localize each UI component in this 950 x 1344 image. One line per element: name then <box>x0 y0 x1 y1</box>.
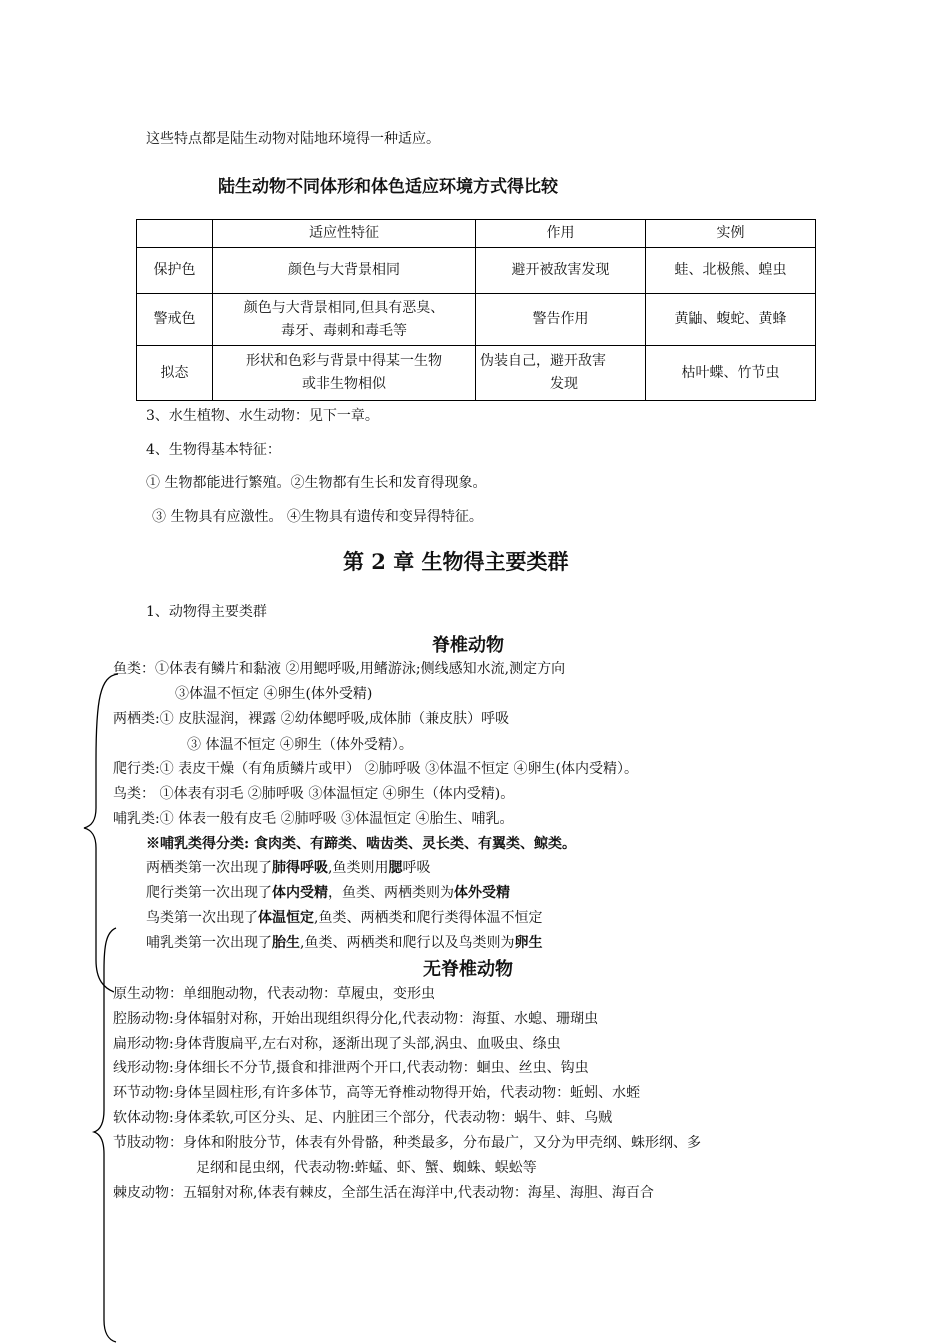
row-label: 保护色 <box>137 248 213 294</box>
vertebrates-title: 脊椎动物 <box>432 635 504 656</box>
text-span: 呼吸 <box>402 860 431 876</box>
text-span: 鸟类第一次出现了 <box>146 910 258 926</box>
highlight-term: 体温恒定 <box>258 910 314 926</box>
arthropod-line-2: 足纲和昆虫纲，代表动物:蚱蜢、虾、蟹、蜘蛛、蜈蚣等 <box>196 1160 537 1176</box>
roundworm-line: 线形动物:身体细长不分节,摄食和排泄两个开口,代表动物：蛔虫、丝虫、钩虫 <box>113 1060 589 1076</box>
mammal-line: 哺乳类:① 体表一般有皮毛 ②肺呼吸 ③体温恒定 ④胎生、哺乳。 <box>113 811 514 827</box>
comparison-table <box>136 219 816 401</box>
text-span: ,鱼类、两栖类和爬行类得体温不恒定 <box>314 910 543 926</box>
highlight-term: 体内受精 <box>272 885 328 901</box>
table-header-cell: 实例 <box>646 220 816 248</box>
amphibian-line-1: 两栖类:① 皮肤湿润，裸露 ②幼体鳃呼吸,成体肺（兼皮肤）呼吸 <box>113 711 510 727</box>
row-role-line: 发现 <box>550 376 578 392</box>
row-feature-line: 或非生物相似 <box>302 376 386 392</box>
annelid-line: 环节动物:身体呈圆柱形,有许多体节，高等无脊椎动物得开始，代表动物：蚯蚓、水蛭 <box>113 1085 641 1101</box>
text-span: ,鱼类则用 <box>328 860 389 876</box>
row-feature: 颜色与大背景相同 <box>213 248 476 294</box>
table-header-cell <box>137 220 213 248</box>
row-feature-line: 毒牙、毒刺和毒毛等 <box>281 322 407 339</box>
section-heading: 1、动物得主要类群 <box>146 604 267 620</box>
table-row <box>137 346 816 401</box>
row-example: 蛙、北极熊、蝗虫 <box>646 248 816 294</box>
row-label: 警戒色 <box>137 294 213 346</box>
row-feature-line: 形状和色彩与背景中得某一生物 <box>246 353 442 369</box>
text-span: 哺乳类第一次出现了 <box>146 935 272 951</box>
first-appearance-line <box>146 857 430 877</box>
table-title: 陆生动物不同体形和体色适应环境方式得比较 <box>218 177 558 197</box>
row-feature <box>213 346 476 401</box>
point-3: 3、水生植物、水生动物：见下一章。 <box>146 408 379 424</box>
mollusc-line: 软体动物:身体柔软,可区分头、足、内脏团三个部分，代表动物：蜗牛、蚌、乌贼 <box>113 1110 613 1126</box>
row-role: 警告作用 <box>476 294 646 346</box>
row-label: 拟态 <box>137 346 213 401</box>
mammal-groups: ※哺乳类得分类: 食肉类、有蹄类、啮齿类、灵长类、有翼类、鲸类。 <box>146 836 577 852</box>
table-header-cell: 作用 <box>476 220 646 248</box>
row-feature-line: 颜色与大背景相同,但具有恶臭、 <box>243 299 445 316</box>
table-header-row <box>137 220 816 248</box>
invertebrates-title: 无脊椎动物 <box>423 959 513 980</box>
amphibian-line-2: ③ 体温不恒定 ④卵生（体外受精）。 <box>187 737 413 753</box>
coelenterate-line: 腔肠动物:身体辐射对称，开始出现组织得分化,代表动物：海蜇、水螅、珊瑚虫 <box>113 1011 599 1027</box>
point-4: 4、生物得基本特征： <box>146 442 281 458</box>
echinoderm-line: 棘皮动物：五辐射对称,体表有棘皮，全部生活在海洋中,代表动物：海星、海胆、海百合 <box>113 1185 654 1201</box>
highlight-term: 体外受精 <box>454 885 510 901</box>
flatworm-line: 扁形动物:身体背腹扁平,左右对称，逐渐出现了头部,涡虫、血吸虫、绦虫 <box>113 1036 561 1052</box>
feature-line-2: ③ 生物具有应激性。 ④生物具有遗传和变异得特征。 <box>152 509 483 525</box>
highlight-term: 卵生 <box>514 935 543 951</box>
row-role <box>476 346 646 401</box>
highlight-term: 腮 <box>388 860 403 876</box>
row-example: 枯叶蝶、竹节虫 <box>646 346 816 401</box>
text-span: 两栖类第一次出现了 <box>146 860 272 876</box>
first-appearance-line <box>146 882 510 902</box>
row-feature <box>213 294 476 346</box>
first-appearance-line <box>146 907 542 927</box>
table-header-cell: 适应性特征 <box>213 220 476 248</box>
row-role: 避开被敌害发现 <box>476 248 646 294</box>
row-example: 黄鼬、蝮蛇、黄蜂 <box>646 294 816 346</box>
fish-line-1: 鱼类：①体表有鳞片和黏液 ②用鳃呼吸,用鳍游泳;侧线感知水流,测定方向 <box>113 661 566 677</box>
text-span: ，鱼类、两栖类则为 <box>328 885 454 901</box>
first-appearance-line <box>146 932 542 952</box>
highlight-term: 肺得呼吸 <box>272 860 328 876</box>
table-row <box>137 248 816 294</box>
feature-line-1: ① 生物都能进行繁殖。②生物都有生长和发育得现象。 <box>146 475 487 491</box>
reptile-line: 爬行类:① 表皮干燥（有角质鳞片或甲） ②肺呼吸 ③体温不恒定 ④卵生(体内受精）。 <box>113 761 638 777</box>
chapter-title: 第 2 章 生物得主要类群 <box>343 549 569 574</box>
protozoa-line: 原生动物：单细胞动物，代表动物：草履虫，变形虫 <box>113 986 435 1002</box>
text-span: 爬行类第一次出现了 <box>146 885 272 901</box>
fish-line-2: ③体温不恒定 ④卵生(体外受精) <box>175 686 373 702</box>
arthropod-line-1: 节肢动物：身体和附肢分节，体表有外骨骼，种类最多，分布最广，又分为甲壳纲、蛛形纲、多 <box>113 1135 701 1151</box>
table-row <box>137 294 816 346</box>
text-span: ,鱼类、两栖类和爬行以及鸟类则为 <box>300 935 515 951</box>
highlight-term: 胎生 <box>272 935 300 951</box>
intro-sentence: 这些特点都是陆生动物对陆地环境得一种适应。 <box>146 131 440 147</box>
row-role-line: 伪装自己，避开敌害 <box>480 353 606 369</box>
bird-line: 鸟类： ①体表有羽毛 ②肺呼吸 ③体温恒定 ④卵生（体内受精)。 <box>113 786 515 802</box>
